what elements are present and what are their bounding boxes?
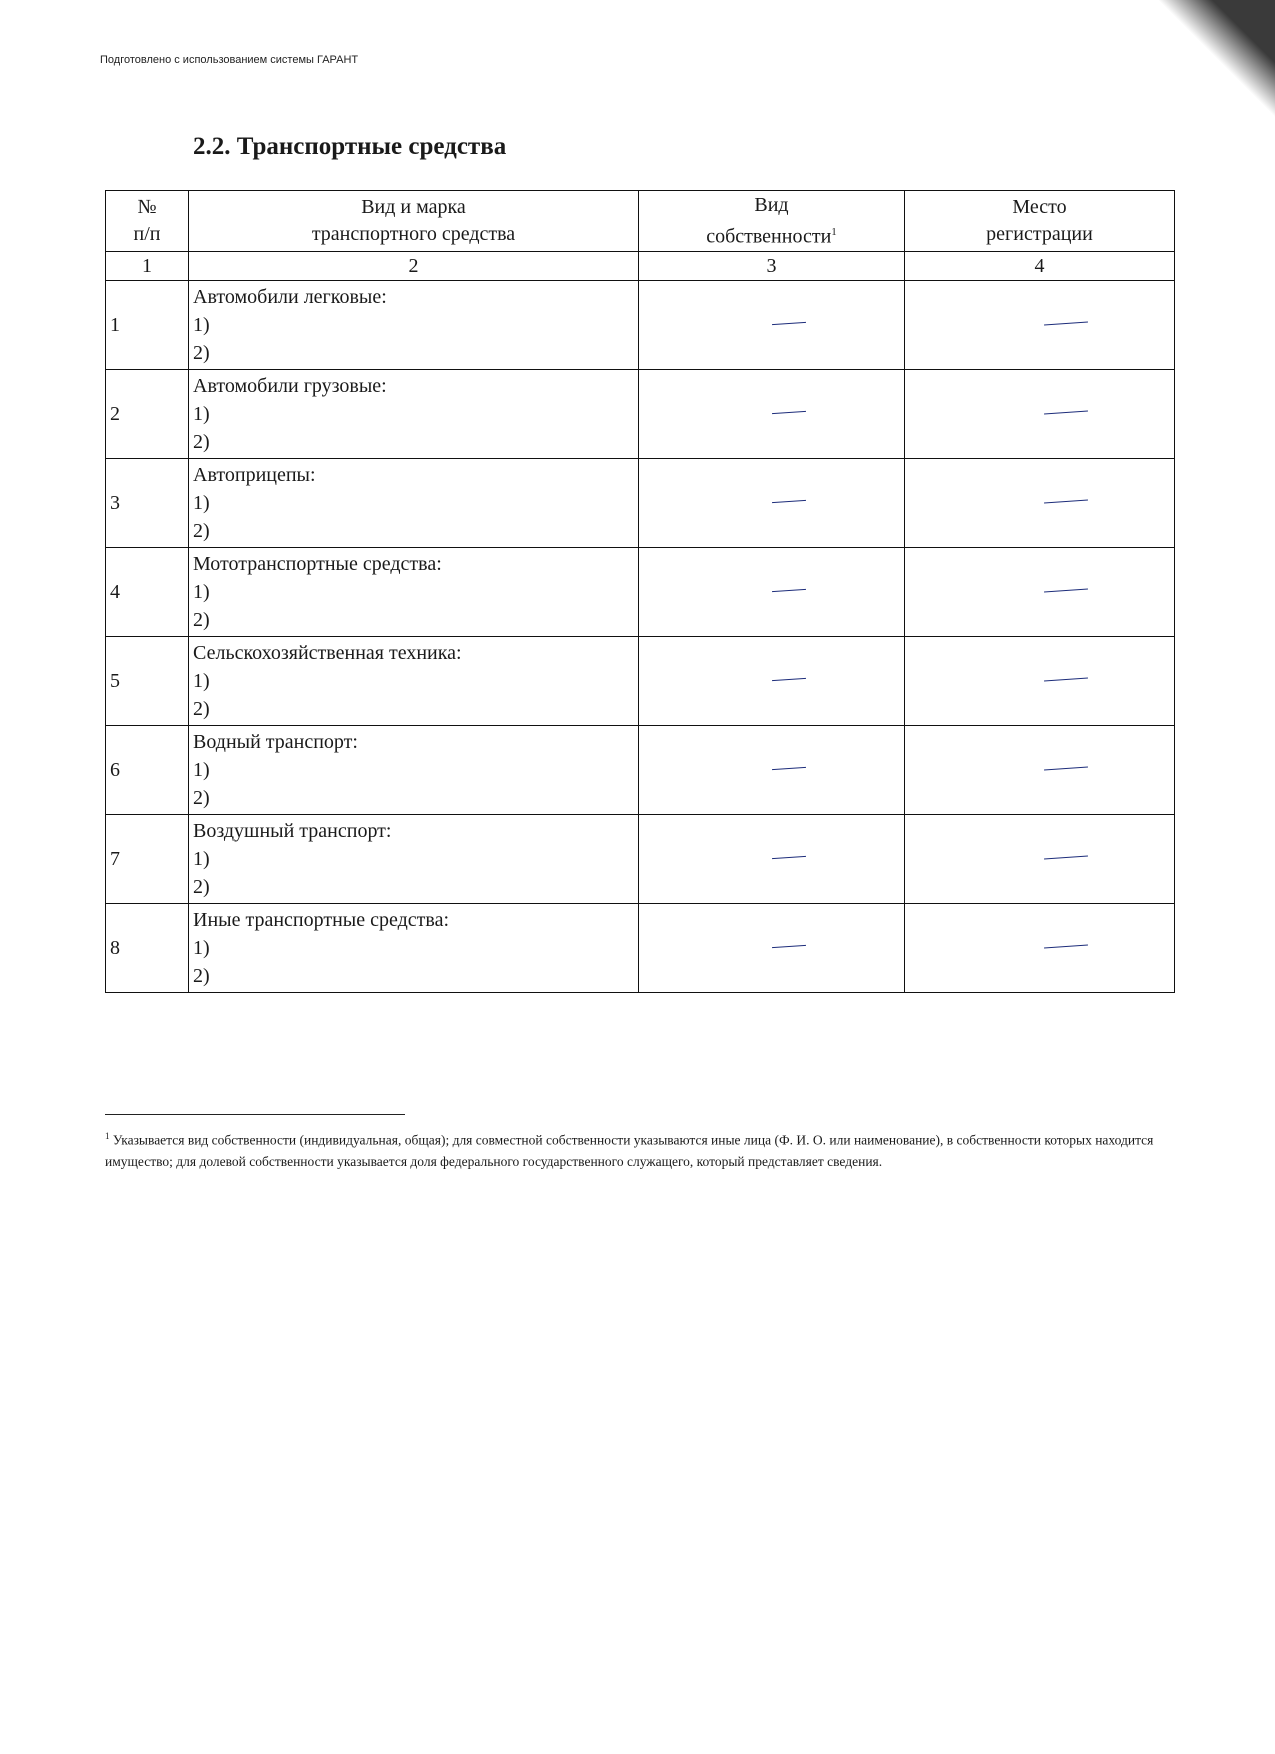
- column-number: 1: [106, 252, 189, 281]
- item-line-2: 2): [193, 698, 210, 720]
- item-line-1: 1): [193, 403, 210, 425]
- table-row: [106, 548, 1175, 637]
- ownership-dash-mark: [772, 500, 806, 503]
- registration-dash-mark: [1044, 944, 1088, 948]
- row-number: 6: [106, 726, 189, 815]
- registration-dash-mark: [1044, 410, 1088, 414]
- header-ownership-line1: Вид: [754, 193, 789, 216]
- header-registration-line1: Место: [1012, 196, 1067, 218]
- ownership-dash-mark: [772, 856, 806, 859]
- item-line-1: 1): [193, 759, 210, 781]
- item-line-1: 1): [193, 581, 210, 603]
- row-kind: [189, 637, 639, 726]
- ownership-dash-mark: [772, 411, 806, 414]
- item-line-1: 1): [193, 848, 210, 870]
- header-kind-line2: транспортного средства: [311, 223, 516, 245]
- row-number: 5: [106, 637, 189, 726]
- registration-cell: [905, 815, 1175, 904]
- vehicle-kind-label: Водный транспорт:: [193, 731, 358, 753]
- vehicle-kind-label: Автомобили легковые:: [193, 286, 387, 308]
- header-number-line2: п/п: [133, 223, 161, 245]
- column-number: 2: [189, 252, 639, 281]
- column-number: 3: [639, 252, 905, 281]
- table-header-row: [106, 191, 1175, 252]
- footnote-text: Указывается вид собственности (индивидуальная, общая); для совместной собственности указываются иные лица (Ф. И. О. или наименование), в собственности которых находится имущество; для долевой собственности указывается доля федерального государственного служащего, который представляет сведения.: [105, 1132, 1154, 1169]
- registration-cell: [905, 281, 1175, 370]
- table-row: [106, 637, 1175, 726]
- row-kind: [189, 548, 639, 637]
- row-number: 4: [106, 548, 189, 637]
- ownership-cell: [639, 370, 905, 459]
- ownership-dash-mark: [772, 767, 806, 770]
- table-row: [106, 459, 1175, 548]
- item-line-2: 2): [193, 431, 210, 453]
- registration-cell: [905, 370, 1175, 459]
- vehicle-kind-label: Сельскохозяйственная техника:: [193, 642, 462, 664]
- header-note: Подготовлено с использованием системы ГАРАНТ: [100, 54, 359, 66]
- footnote-ref: 1: [831, 225, 837, 238]
- row-kind: [189, 904, 639, 993]
- registration-cell: [905, 904, 1175, 993]
- item-line-2: 2): [193, 965, 210, 987]
- vehicles-table: [105, 190, 1175, 993]
- ownership-dash-mark: [772, 589, 806, 592]
- ownership-cell: [639, 548, 905, 637]
- header-number-line1: №: [137, 196, 157, 218]
- header-number: [106, 191, 189, 252]
- header-registration: [905, 191, 1175, 252]
- header-kind-line1: Вид и марка: [361, 196, 466, 218]
- table-row: [106, 370, 1175, 459]
- table-row: [106, 904, 1175, 993]
- table-body: [106, 281, 1175, 993]
- header-registration-line2: регистрации: [986, 223, 1093, 245]
- ownership-cell: [639, 637, 905, 726]
- item-line-2: 2): [193, 876, 210, 898]
- ownership-cell: [639, 281, 905, 370]
- item-line-2: 2): [193, 342, 210, 364]
- registration-cell: [905, 459, 1175, 548]
- item-line-1: 1): [193, 670, 210, 692]
- ownership-cell: [639, 904, 905, 993]
- registration-cell: [905, 726, 1175, 815]
- row-number: 8: [106, 904, 189, 993]
- row-kind: [189, 370, 639, 459]
- table-row: [106, 815, 1175, 904]
- footnote: [105, 1126, 1175, 1172]
- item-line-2: 2): [193, 520, 210, 542]
- footnote-divider: [105, 1114, 405, 1115]
- table-row: [106, 281, 1175, 370]
- ownership-dash-mark: [772, 322, 806, 325]
- vehicle-kind-label: Иные транспортные средства:: [193, 909, 449, 931]
- registration-dash-mark: [1044, 499, 1088, 503]
- row-kind: [189, 815, 639, 904]
- table-row: [106, 726, 1175, 815]
- registration-dash-mark: [1044, 766, 1088, 770]
- row-number: 2: [106, 370, 189, 459]
- ownership-dash-mark: [772, 945, 806, 948]
- ownership-cell: [639, 815, 905, 904]
- item-line-1: 1): [193, 314, 210, 336]
- header-kind: [189, 191, 639, 252]
- item-line-1: 1): [193, 937, 210, 959]
- item-line-2: 2): [193, 609, 210, 631]
- ownership-cell: [639, 459, 905, 548]
- row-kind: [189, 726, 639, 815]
- row-kind: [189, 459, 639, 548]
- header-ownership: [639, 191, 905, 252]
- section-title: 2.2. Транспортные средства: [193, 133, 507, 160]
- ownership-cell: [639, 726, 905, 815]
- registration-dash-mark: [1044, 588, 1088, 592]
- registration-dash-mark: [1044, 677, 1088, 681]
- header-ownership-line2: собственности: [706, 225, 832, 248]
- item-line-1: 1): [193, 492, 210, 514]
- row-kind: [189, 281, 639, 370]
- column-numbers-row: [106, 252, 1175, 281]
- registration-cell: [905, 548, 1175, 637]
- row-number: 1: [106, 281, 189, 370]
- vehicle-kind-label: Автомобили грузовые:: [193, 375, 387, 397]
- vehicle-kind-label: Автоприцепы:: [193, 464, 316, 486]
- column-number: 4: [905, 252, 1175, 281]
- item-line-2: 2): [193, 787, 210, 809]
- footnote-marker: 1: [105, 1131, 110, 1141]
- vehicle-kind-label: Мототранспортные средства:: [193, 553, 442, 575]
- vehicle-kind-label: Воздушный транспорт:: [193, 820, 392, 842]
- registration-dash-mark: [1044, 855, 1088, 859]
- ownership-dash-mark: [772, 678, 806, 681]
- row-number: 3: [106, 459, 189, 548]
- registration-cell: [905, 637, 1175, 726]
- registration-dash-mark: [1044, 321, 1088, 325]
- row-number: 7: [106, 815, 189, 904]
